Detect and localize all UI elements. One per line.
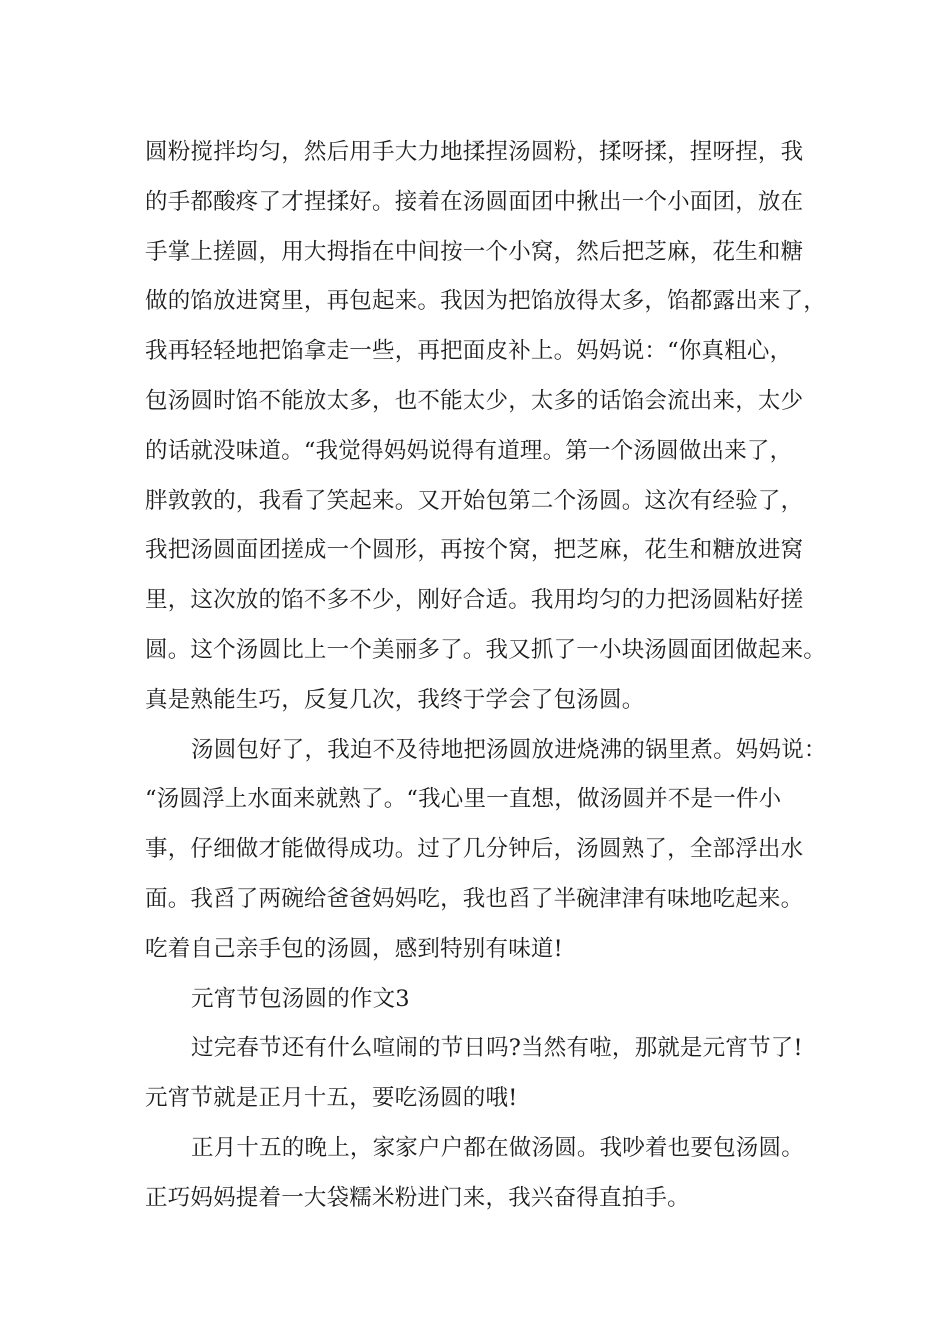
text-line: 面。我舀了两碗给爸爸妈妈吃，我也舀了半碗津津有味地吃起来。 xyxy=(145,885,804,912)
text-line: 吃着自己亲手包的汤圆，感到特别有味道! xyxy=(145,935,563,962)
text-line: 做的馅放进窝里，再包起来。我因为把馅放得太多，馅都露出来了， xyxy=(145,288,827,315)
text-line: 事，仔细做才能做得成功。过了几分钟后，汤圆熟了，全部浮出水 xyxy=(145,836,804,863)
section-heading: 元宵节包汤圆的作文3 xyxy=(191,985,410,1012)
text-line: 胖敦敦的，我看了笑起来。又开始包第二个汤圆。这次有经验了， xyxy=(145,487,804,514)
text-line: 我把汤圆面团搓成一个圆形，再按个窝，把芝麻，花生和糖放进窝 xyxy=(145,537,804,564)
text-line: 我再轻轻地把馅拿走一些，再把面皮补上。妈妈说：“你真粗心， xyxy=(145,338,793,365)
text-line: 的话就没味道。“我觉得妈妈说得有道理。第一个汤圆做出来了， xyxy=(145,437,793,464)
text-line: “汤圆浮上水面来就熟了。“我心里一直想，做汤圆并不是一件小 xyxy=(145,786,782,813)
paragraph-start-line: 汤圆包好了，我迫不及待地把汤圆放进烧沸的锅里煮。妈妈说： xyxy=(191,736,827,763)
paragraph-start-line: 过完春节还有什么喧闹的节日吗?当然有啦，那就是元宵节了! xyxy=(191,1035,803,1062)
text-line: 包汤圆时馅不能放太多，也不能太少，太多的话馅会流出来，太少 xyxy=(145,387,804,414)
paragraph-start-line: 正月十五的晚上，家家户户都在做汤圆。我吵着也要包汤圆。 xyxy=(191,1134,804,1161)
essay-body xyxy=(145,128,835,1224)
text-line: 里，这次放的馅不多不少，刚好合适。我用均匀的力把汤圆粘好搓 xyxy=(145,587,804,614)
text-line: 元宵节就是正月十五，要吃汤圆的哦! xyxy=(145,1085,518,1112)
text-line: 手掌上搓圆，用大拇指在中间按一个小窝，然后把芝麻，花生和糖 xyxy=(145,238,804,265)
text-line: 圆粉搅拌均匀，然后用手大力地揉捏汤圆粉，揉呀揉，捏呀捏，我 xyxy=(145,139,804,165)
text-line: 真是熟能生巧，反复几次，我终于学会了包汤圆。 xyxy=(145,686,645,713)
text-line: 正巧妈妈提着一大袋糯米粉进门来，我兴奋得直拍手。 xyxy=(145,1184,690,1211)
text-line: 的手都酸疼了才捏揉好。接着在汤圆面团中揪出一个小面团，放在 xyxy=(145,188,804,215)
text-line: 圆。这个汤圆比上一个美丽多了。我又抓了一小块汤圆面团做起来。 xyxy=(145,636,827,663)
